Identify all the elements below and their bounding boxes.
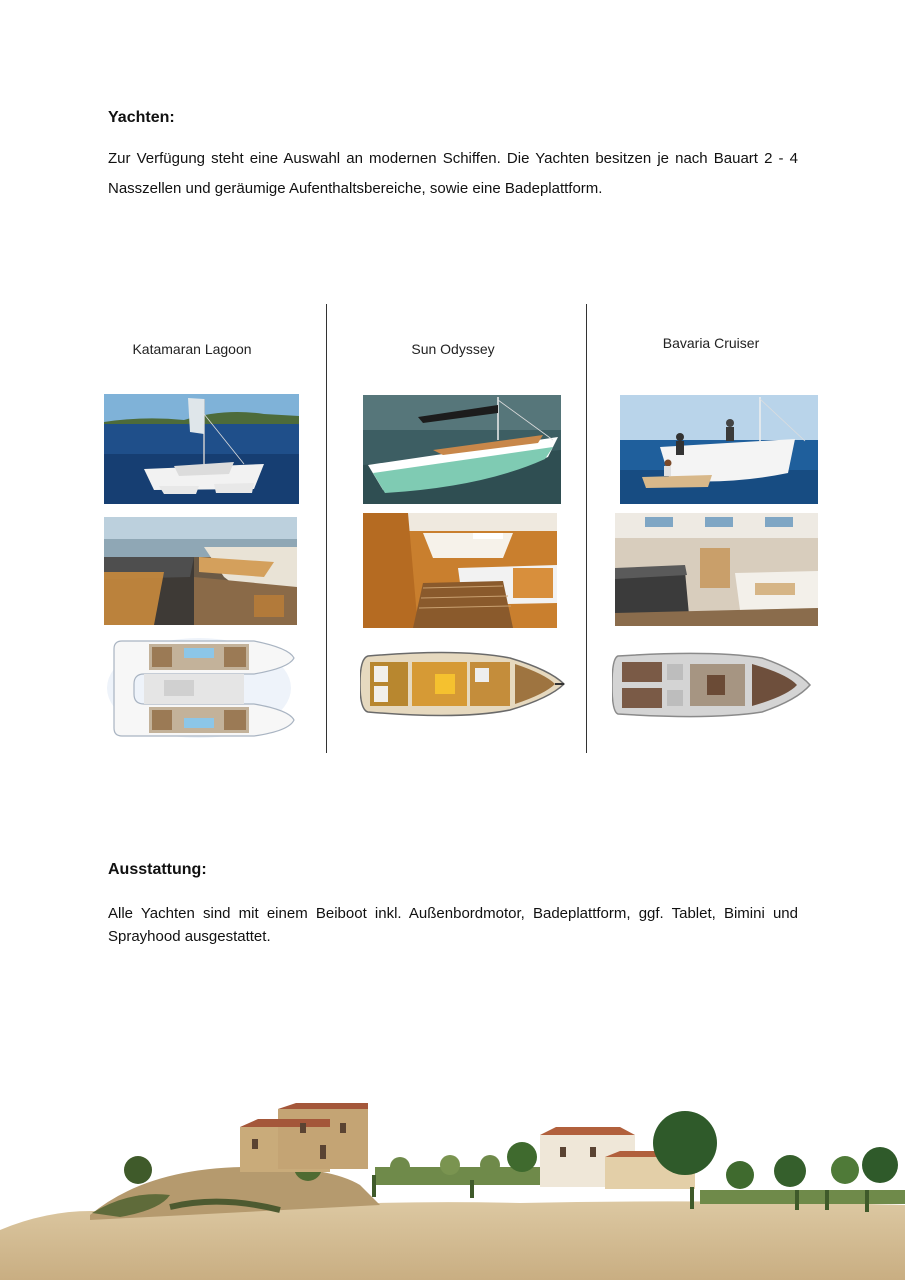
sun-odyssey-layout-plan: [360, 648, 566, 720]
column-divider-2: [586, 304, 587, 753]
catamaran-exterior-photo: [104, 394, 299, 504]
sun-odyssey-exterior-photo: [363, 395, 561, 504]
boat-title-sun-odyssey: Sun Odyssey: [411, 341, 495, 357]
equipment-description: Alle Yachten sind mit einem Beiboot inkl. Außenbordmotor, Badeplattform, ggf. Tablet, Bimini und Sprayhood ausgestattet.: [108, 905, 798, 945]
sun-odyssey-interior-photo: [363, 513, 557, 628]
tuscany-landscape-illustration: [0, 1095, 905, 1280]
catamaran-layout-plan: [104, 636, 302, 741]
yachts-heading: Yachten:: [108, 109, 175, 126]
bavaria-exterior-photo: [620, 395, 818, 504]
bavaria-layout-plan: [612, 650, 812, 720]
boat-title-catamaran: Katamaran Lagoon: [132, 341, 252, 357]
yachts-description: Zur Verfügung steht eine Auswahl an modernen Schiffen. Die Yachten besitzen je nach Bauart 2 - 4 Nasszellen und geräumige Aufenthaltsbereiche, sowie eine Badeplattform.: [108, 150, 798, 197]
bavaria-interior-photo: [615, 513, 818, 626]
boat-title-bavaria: Bavaria Cruiser: [662, 335, 760, 351]
catamaran-interior-photo: [104, 517, 297, 625]
equipment-heading: Ausstattung:: [108, 861, 207, 878]
column-divider-1: [326, 304, 327, 753]
